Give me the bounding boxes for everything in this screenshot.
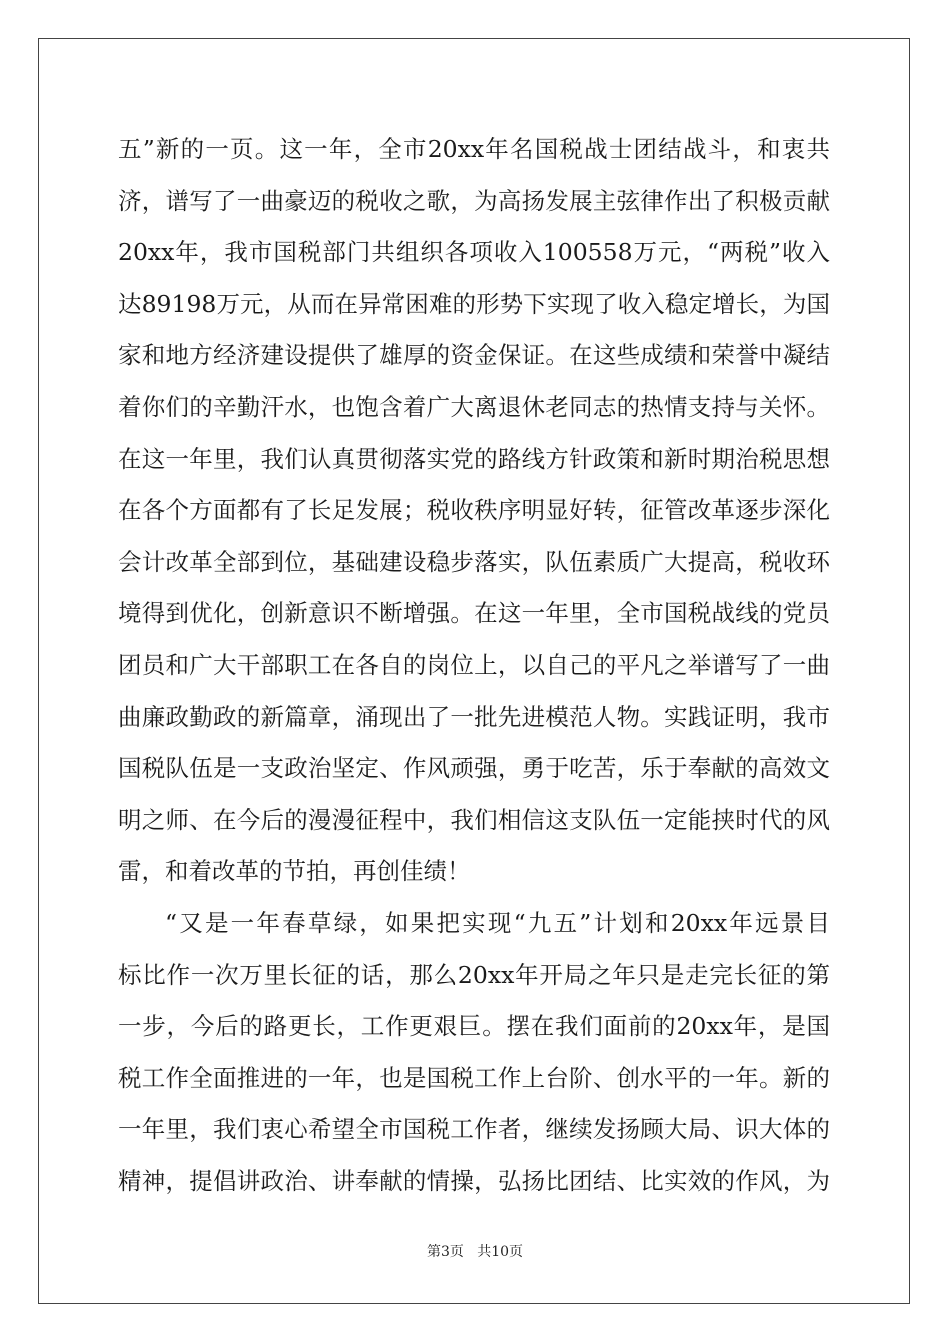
- text-line: 团员和广大干部职工在各自的岗位上，以自己的平凡之举谱写了一曲: [118, 650, 830, 679]
- body-text: [118, 124, 830, 1207]
- text-line: 标比作一次万里长征的话，那么20xx年开局之年只是走完长征的第: [118, 960, 830, 989]
- text-line: 在这一年里，我们认真贯彻落实党的路线方针政策和新时期治税思想: [118, 444, 830, 473]
- text-line: 一年里，我们衷心希望全市国税工作者，继续发扬顾大局、识大体的: [118, 1115, 830, 1144]
- text-line: 家和地方经济建设提供了雄厚的资金保证。在这些成绩和荣誉中凝结: [118, 341, 830, 370]
- text-line: 着你们的辛勤汗水，也饱含着广大离退休老同志的热情支持与关怀。: [118, 392, 830, 421]
- text-line: 一步，今后的路更长，工作更艰巨。摆在我们面前的20xx年，是国: [118, 1012, 830, 1041]
- text-line: 曲廉政勤政的新篇章，涌现出了一批先进模范人物。实践证明，我市: [118, 702, 830, 731]
- text-line: 国税队伍是一支政治坚定、作风顽强，勇于吃苦，乐于奉献的高效文: [118, 754, 830, 783]
- text-line: 会计改革全部到位，基础建设稳步落实，队伍素质广大提高，税收环: [118, 547, 830, 576]
- text-line: 在各个方面都有了长足发展；税收秩序明显好转，征管改革逐步深化: [118, 496, 830, 525]
- text-line: 精神，提倡讲政治、讲奉献的情操，弘扬比团结、比实效的作风，为: [118, 1166, 830, 1195]
- text-line: 达89198万元，从而在异常困难的形势下实现了收入稳定增长，为国: [118, 289, 830, 318]
- text-line: 明之师、在今后的漫漫征程中，我们相信这支队伍一定能挟时代的风: [118, 805, 830, 834]
- text-line: 税工作全面推进的一年，也是国税工作上台阶、创水平的一年。新的: [118, 1063, 830, 1092]
- text-line: 20xx年，我市国税部门共组织各项收入100558万元，“两税”收入: [118, 238, 830, 267]
- text-line: 境得到优化，创新意识不断增强。在这一年里，全市国税战线的党员: [118, 599, 830, 628]
- text-line: 济，谱写了一曲豪迈的税收之歌，为高扬发展主弦律作出了积极贡献: [118, 186, 830, 215]
- paragraph-first-line: “又是一年春草绿，如果把实现“九五”计划和20xx年远景目: [165, 908, 830, 937]
- page-number-footer: 第3页 共10页: [426, 1244, 524, 1260]
- paragraph-end-line: 雷，和着改革的节拍，再创佳绩！: [118, 857, 471, 886]
- text-line: 五”新的一页。这一年，全市20xx年名国税战士团结战斗，和衷共: [118, 135, 830, 163]
